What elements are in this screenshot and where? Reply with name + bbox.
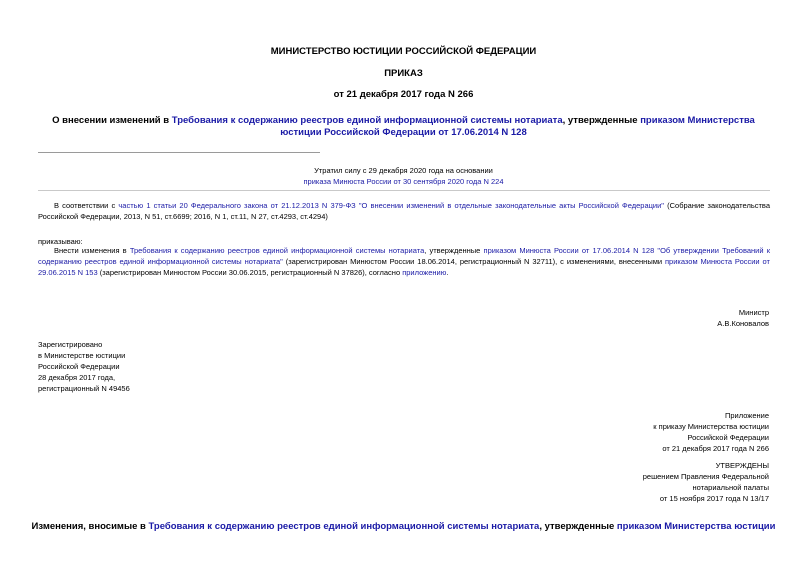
- p3-text-2: , утвержденные: [424, 246, 484, 255]
- p1-text-1: В соответствии с: [54, 201, 119, 210]
- approved-line-2: решением Правления Федеральной: [642, 472, 769, 481]
- document-type-heading: ПРИКАЗ: [384, 68, 423, 79]
- p3-link-requirements[interactable]: Требования к содержанию реестров единой информационной системы нотариата: [129, 246, 425, 255]
- appendix-block: [653, 410, 769, 454]
- approved-block: [643, 460, 769, 504]
- appendix-line-1: Приложение: [725, 411, 769, 420]
- title-link-order-128[interactable]: приказом Министерства юстиции Российской Федерации от 17.06.2014 N 128: [280, 115, 755, 138]
- p1-text-2: (Собрание законодательства Российской Федерации, 2013, N 51, ст.6699; 2016, N 1, ст.11, N 27, ст.4293, ст.4294): [38, 201, 770, 221]
- document-title: [0, 115, 807, 139]
- approved-line-4: от 15 ноября 2017 года N 13/17: [659, 494, 769, 503]
- appendix-line-2: к приказу Министерства юстиции: [653, 422, 769, 431]
- registration-line-5: регистрационный N 49456: [38, 384, 130, 393]
- p3-link-appendix[interactable]: приложению: [402, 268, 447, 277]
- p3-text-1: Внести изменения в: [54, 246, 130, 255]
- appendix-line-3: Российской Федерации: [687, 433, 769, 442]
- approved-line-3: нотариальной палаты: [692, 483, 769, 492]
- signature-block: [717, 307, 769, 329]
- ministry-heading: МИНИСТЕРСТВО ЮСТИЦИИ РОССИЙСКОЙ ФЕДЕРАЦИИ: [270, 46, 537, 57]
- lost-force-note: Утратил силу с 29 декабря 2020 года на основании: [314, 166, 493, 175]
- p3-text-4: (зарегистрирован Минюстом России 30.06.2015, регистрационный N 37826), согласно: [97, 268, 403, 277]
- registration-line-3: Российской Федерации: [38, 362, 120, 371]
- registration-line-4: 28 декабря 2017 года,: [38, 373, 116, 382]
- p3-link-order-153[interactable]: приказом Минюста России от 29.06.2015 N 153: [38, 257, 770, 277]
- approved-line-1: УТВЕРЖДЕНЫ: [715, 461, 769, 470]
- document-date-number: от 21 декабря 2017 года N 266: [333, 89, 474, 100]
- divider-short: [38, 152, 320, 153]
- title-text-2: , утвержденные: [562, 115, 641, 126]
- changes-text-1: Изменения, вносимые в: [31, 521, 149, 532]
- p3-text-3: (зарегистрирован Минюстом России 18.06.2014, регистрационный N 32711), с изменениями, внесенными: [282, 257, 665, 266]
- signature-name: А.В.Коновалов: [717, 319, 769, 328]
- lost-force-link[interactable]: приказа Минюста России от 30 сентября 2020 года N 224: [303, 177, 504, 186]
- changes-link-requirements[interactable]: Требования к содержанию реестров единой информационной системы нотариата: [148, 521, 540, 532]
- registration-line-1: Зарегистрировано: [38, 340, 103, 349]
- p3-text-5: .: [446, 268, 449, 277]
- paragraph-order-word: приказываю:: [38, 237, 83, 246]
- p1-link-federal-law[interactable]: частью 1 статьи 20 Федерального закона от 21.12.2013 N 379-ФЗ "О внесении изменений в отдельные законодательные акты Российской Федерации": [118, 201, 664, 210]
- p3-link-order-128[interactable]: приказом Минюста России от 17.06.2014 N 128 "Об утверждении Требований к содержанию реестров единой информационной системы нотариата": [38, 246, 770, 266]
- changes-link-ministry-order[interactable]: приказом Министерства юстиции: [616, 521, 776, 532]
- title-text-1: О внесении изменений в: [52, 115, 172, 126]
- signature-position: Министр: [738, 308, 769, 317]
- divider-long: [38, 190, 770, 191]
- changes-text-2: , утвержденные: [539, 521, 617, 532]
- title-link-requirements[interactable]: Требования к содержанию реестров единой информационной системы нотариата: [171, 115, 563, 126]
- appendix-line-4: от 21 декабря 2017 года N 266: [662, 444, 769, 453]
- registration-line-2: в Министерстве юстиции: [38, 351, 126, 360]
- registration-block: [38, 339, 130, 394]
- paragraph-changes: [38, 245, 770, 278]
- paragraph-basis: [38, 200, 770, 222]
- changes-heading: [0, 521, 807, 532]
